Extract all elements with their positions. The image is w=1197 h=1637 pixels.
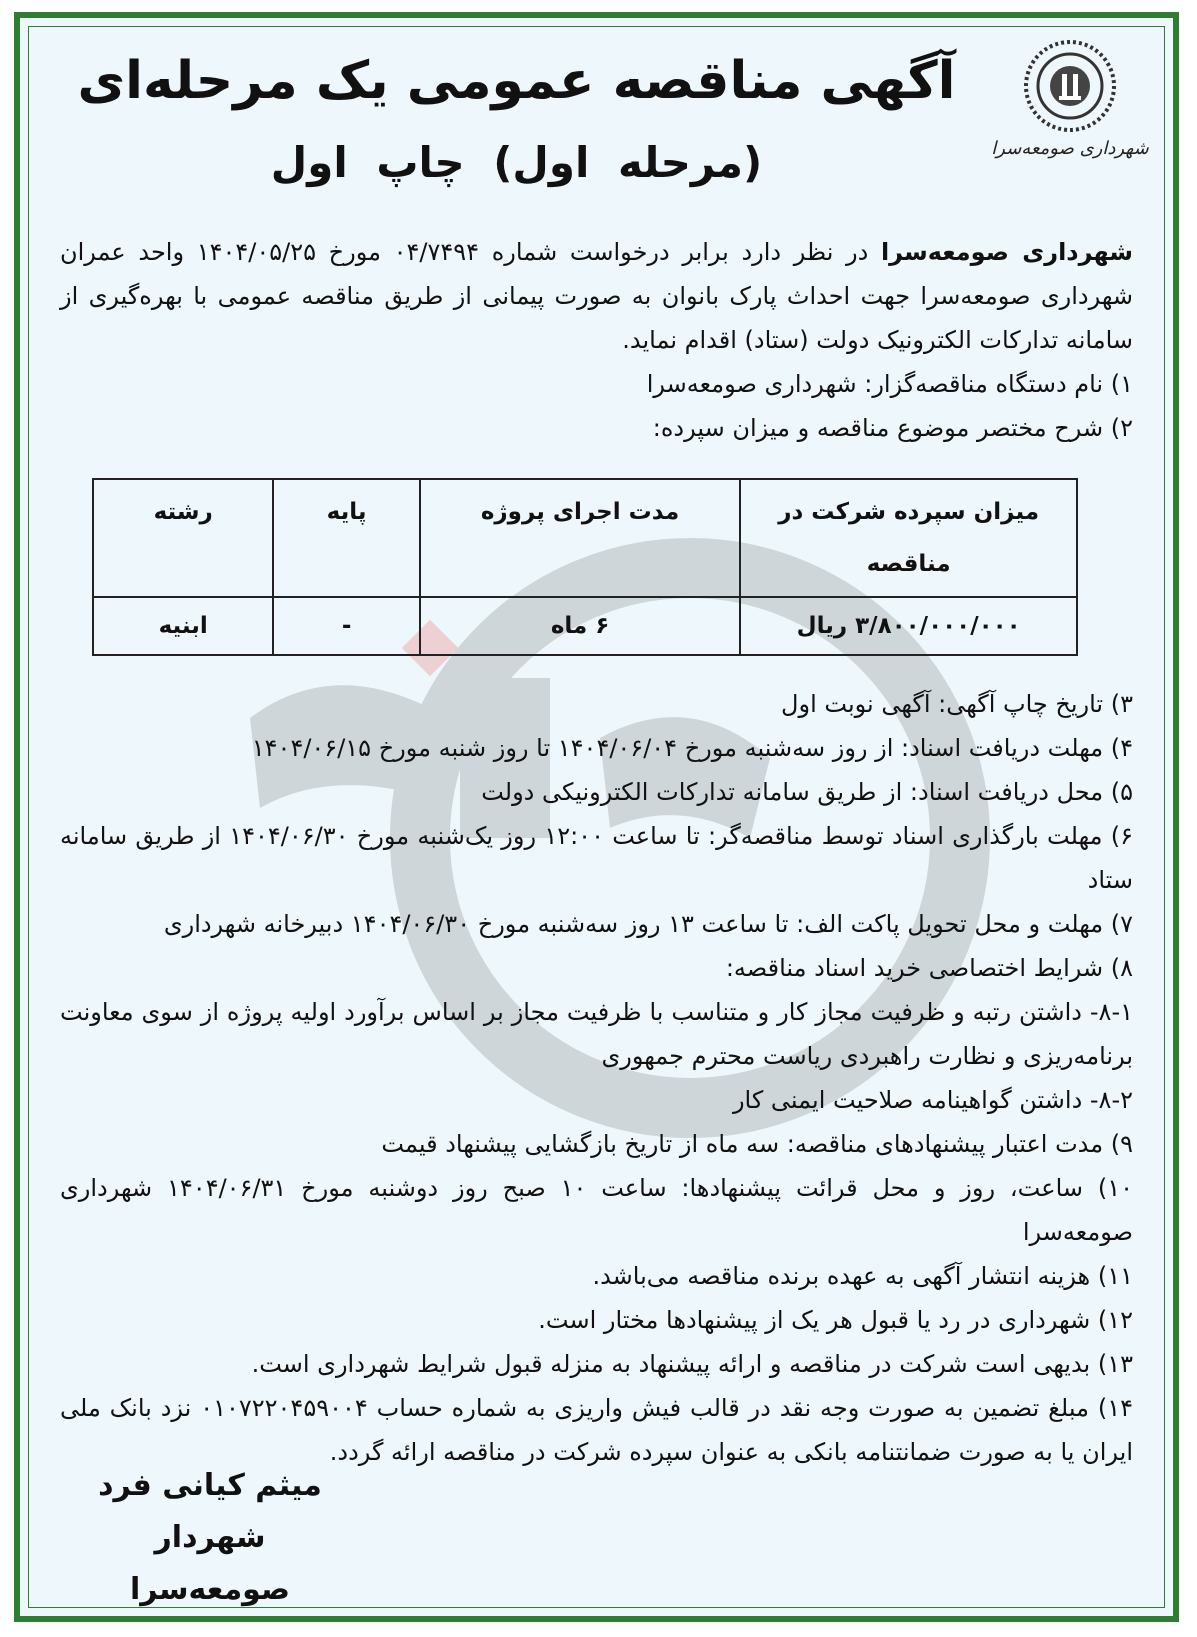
list-item: ۶) مهلت بارگذاری اسناد توسط مناقصه‌گر: تا ساعت ۱۲:۰۰ روز یک‌شنبه مورخ ۱۴۰۴/۰۶/۳۰ از طریق سامانه ستاد [60, 822, 1134, 894]
list-item: ۱۲) شهرداری در رد یا قبول هر یک از پیشنهادها مختار است. [538, 1306, 1133, 1334]
list-item: ۸) شرایط اختصاصی خرید اسناد مناقصه: [725, 954, 1133, 982]
table-row [93, 597, 1077, 655]
notice-subtitle: (مرحله اول) چاپ اول [270, 138, 763, 187]
municipality-emblem-icon [1015, 36, 1125, 136]
logo-caption: شهرداری صومعه‌سرا [991, 138, 1149, 159]
list-item: ۸-۱- داشتن رتبه و ظرفیت مجاز کار و متناسب با ظرفیت مجاز بر اساس برآورد اولیه پروژه از سوی معاونت برنامه‌ریزی و نظارت راهبردی ریاست محترم جمهوری [60, 998, 1133, 1070]
intro-organization: شهرداری صومعه‌سرا [880, 238, 1133, 266]
intro-text: در نظر دارد برابر درخواست شماره ۰۴/۷۴۹۴ مورخ ۱۴۰۴/۰۵/۲۵ واحد عمران شهرداری صومعه‌سرا جهت احداث پارک بانوان به صورت پیمانی از طریق مناقصه عمومی با بهره‌گیری از سامانه تدارکات الکترونیک دولت (ستاد) اقدام نماید. [60, 238, 1133, 354]
table-header-cell: مدت اجرای پروژه [420, 479, 741, 597]
table-header-cell: میزان سپرده شرکت در مناقصه [740, 479, 1077, 597]
list-item: ۵) محل دریافت اسناد: از طریق سامانه تدارکات الکترونیکی دولت [481, 778, 1133, 806]
list-item: ۱۴) مبلغ تضمین به صورت وجه نقد در قالب فیش واریزی به شماره حساب ۰۱۰۷۲۲۰۴۵۹۰۰۴ نزد بانک ملی ایران یا به صورت ضمانتنامه بانکی به عنوان سپرده شرکت در مناقصه ارائه گردد. [60, 1394, 1133, 1466]
notice-body [60, 230, 1133, 1474]
municipality-logo [985, 36, 1155, 176]
table-cell-deposit: ۳/۸۰۰/۰۰۰/۰۰۰ ریال [740, 597, 1077, 655]
table-header-cell: رشته [93, 479, 273, 597]
list-item: ۱) نام دستگاه مناقصه‌گزار: شهرداری صومعه‌سرا [646, 370, 1133, 398]
list-item: ۹) مدت اعتبار پیشنهادهای مناقصه: سه ماه از تاریخ بازگشایی پیشنهاد قیمت [381, 1130, 1133, 1158]
table-cell-grade: - [273, 597, 419, 655]
intro-paragraph [60, 230, 1133, 362]
list-item: ۱۰) ساعت، روز و محل قرائت پیشنهادها: ساعت ۱۰ صبح روز دوشنبه مورخ ۱۴۰۴/۰۶/۳۱ شهرداری صومعه‌سرا [60, 1174, 1133, 1246]
notice-title: آگهی مناقصه عمومی یک مرحله‌ای [77, 51, 956, 111]
list-item: ۳) تاریخ چاپ آگهی: آگهی نوبت اول [781, 690, 1133, 718]
list-item: ۴) مهلت دریافت اسناد: از روز سه‌شنبه مورخ ۱۴۰۴/۰۶/۰۴ تا روز شنبه مورخ ۱۴۰۴/۰۶/۱۵ [251, 734, 1133, 762]
table-cell-field: ابنیه [93, 597, 273, 655]
signature-block [80, 1460, 340, 1616]
table-header-cell: پایه [273, 479, 419, 597]
table-cell-duration: ۶ ماه [420, 597, 741, 655]
list-item: ۱۳) بدیهی است شرکت در مناقصه و ارائه پیشنهاد به منزله قبول شرایط شهرداری است. [251, 1350, 1133, 1378]
notice-frame [14, 12, 1179, 1622]
list-item: ۷) مهلت و محل تحویل پاکت الف: تا ساعت ۱۳ روز سه‌شنبه مورخ ۱۴۰۴/۰۶/۳۰ دبیرخانه شهرداری [163, 910, 1133, 938]
list-item: ۸-۲- داشتن گواهینامه صلاحیت ایمنی کار [732, 1086, 1133, 1114]
table-header-row [93, 479, 1077, 597]
signatory-role: شهردار صومعه‌سرا [130, 1520, 290, 1607]
list-item: ۱۱) هزینه انتشار آگهی به عهده برنده مناقصه می‌باشد. [592, 1262, 1133, 1290]
list-item: ۲) شرح مختصر موضوع مناقصه و میزان سپرده: [652, 414, 1133, 442]
signatory-name: میثم کیانی فرد [98, 1468, 322, 1503]
deposit-table [92, 478, 1078, 656]
